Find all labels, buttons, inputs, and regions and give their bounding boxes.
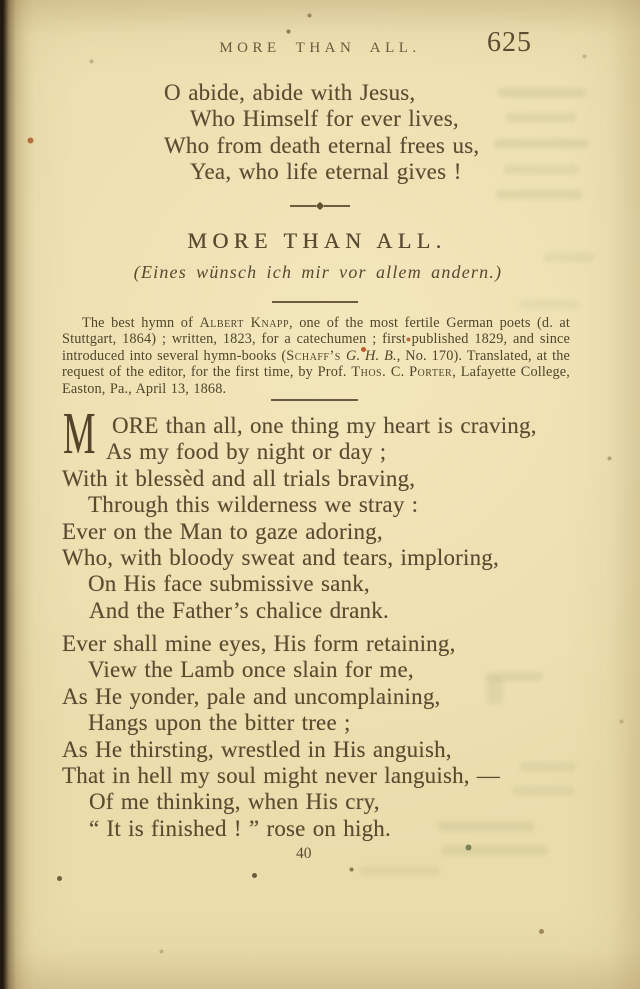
note-text: , Lafayette College, Easton, Pa., April 13, 1868. [62, 364, 571, 397]
binding-gutter-shadow [0, 0, 34, 989]
note-text: , one of the most fertile German poets (d. at Stuttgart, 1864) ; written, 1823, for a catechumen ; first published 1829, and since introduced into several hymn-books ( [62, 315, 570, 364]
hymn-stanza-1 [62, 413, 537, 624]
paper-specks [0, 0, 3, 3]
divider-bar [290, 205, 316, 207]
page-number: 625 [487, 27, 532, 58]
note-translator-first: Thos. [351, 364, 387, 381]
verse-line: Of me thinking, when His cry, [89, 789, 380, 815]
note-text: , No. 170). Translated, at the request of the editor, for the first time, by Prof. [62, 347, 570, 381]
note-author-name: Albert Knapp [199, 315, 290, 331]
verse-line: On His face submissive sank, [88, 571, 370, 597]
previous-hymn-last-stanza [164, 80, 479, 185]
showthrough-smudge [496, 190, 582, 199]
horizontal-rule [271, 399, 358, 401]
showthrough-smudge [506, 113, 576, 122]
showthrough-smudge [504, 165, 578, 174]
verse-line: That in hell my soul might never languish, — [62, 763, 501, 789]
note-book-abbrev: G. H. B. [345, 347, 397, 364]
verse-line: With it blessèd and all trials braving, [62, 465, 416, 491]
divider-diamond-icon [316, 202, 324, 210]
showthrough-smudge [512, 786, 574, 795]
verse-line: ORE than all, one thing my heart is craving, [112, 413, 537, 438]
showthrough-smudge [360, 866, 440, 875]
showthrough-smudge [494, 139, 588, 148]
note-source-name: Schaff’s [286, 347, 346, 364]
showthrough-smudge [442, 846, 548, 855]
section-divider-ornament [0, 203, 640, 209]
verse-line: Hangs upon the bitter tree ; [88, 710, 351, 736]
showthrough-smudge [520, 762, 576, 771]
verse-line: As my food by night or day ; [106, 439, 387, 465]
verse-line: And the Father’s chalice drank. [89, 597, 389, 623]
drop-cap-initial: M [63, 400, 96, 466]
signature-mark: 40 [296, 845, 312, 862]
verse-line: As He yonder, pale and uncomplaining, [62, 683, 441, 709]
note-text: The best hymn of [82, 315, 200, 331]
verse-line: Who, with bloody sweat and tears, imploring, [62, 545, 499, 571]
verse-line: Who from death eternal frees us, [164, 132, 480, 158]
verse-line: Ever on the Man to gaze adoring, [62, 518, 383, 544]
running-header: MORE THAN ALL. [219, 40, 421, 56]
hymn-title: MORE THAN ALL. [187, 228, 447, 253]
verse-line: View the Lamb once slain for me, [88, 657, 414, 683]
horizontal-rule [272, 301, 358, 303]
showthrough-smudge [544, 253, 594, 262]
hymn-subtitle-german: (Eines wünsch ich mir vor allem andern.) [133, 262, 503, 282]
note-text: C. [386, 364, 410, 381]
showthrough-smudge [520, 300, 578, 309]
editorial-note [62, 315, 570, 397]
divider-bar [324, 205, 350, 207]
hymn-stanza-2 [62, 631, 500, 842]
verse-line: Yea, who life eternal gives ! [190, 158, 462, 184]
verse-line: “ It is finished ! ” rose on high. [89, 815, 391, 841]
note-translator-last: Porter [409, 364, 453, 381]
verse-line: As He thirsting, wrestled in His anguish, [62, 736, 452, 762]
verse-line: Ever shall mine eyes, His form retaining, [62, 631, 456, 656]
verse-line: Through this wilderness we stray : [88, 492, 419, 518]
verse-line: O abide, abide with Jesus, [164, 80, 416, 105]
verse-line: Who Himself for ever lives, [190, 106, 459, 132]
showthrough-smudge [498, 88, 586, 97]
